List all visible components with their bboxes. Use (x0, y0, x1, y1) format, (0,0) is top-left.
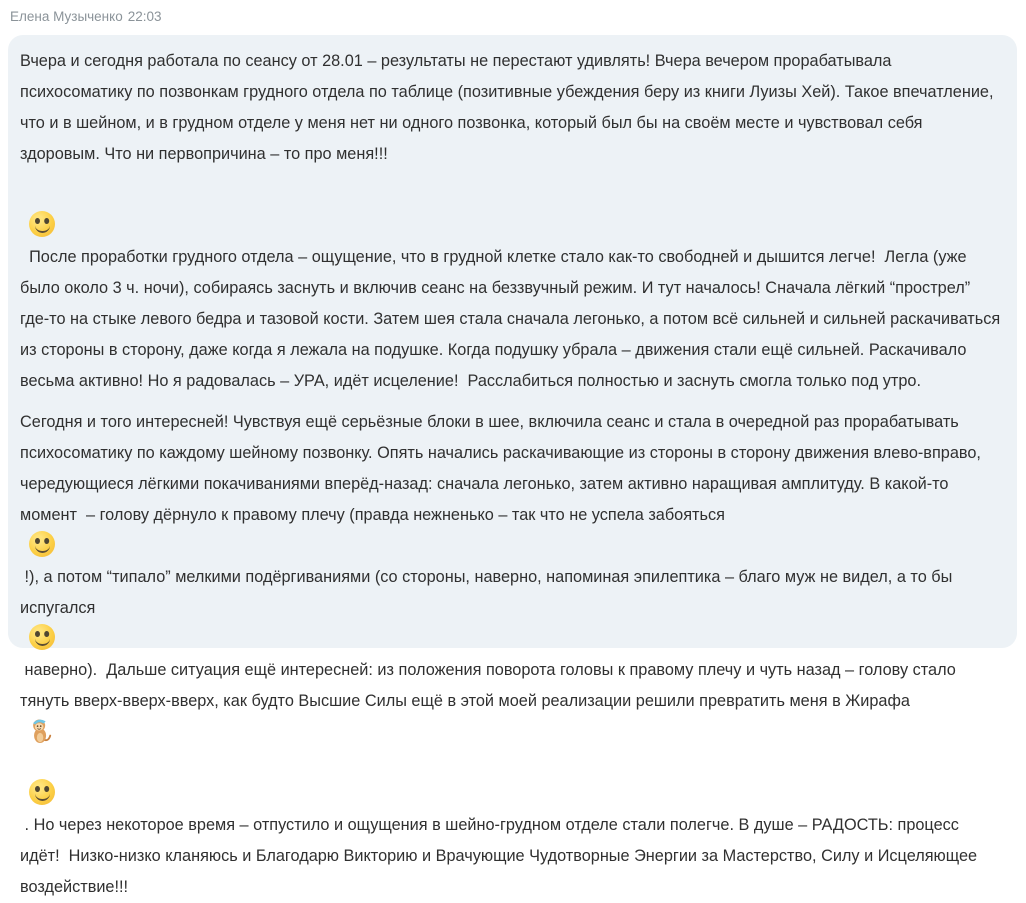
message-paragraph: После проработки грудного отдела – ощущение, что в грудной клетке стало как-то свободней и дышится легче! Легла (уже было около 3 ч. ночи), собираясь заснуть и включив сеанс на беззвучный режим. И тут началось! Сначала лёгкий “прострел” где-то на стыке левого бедра и тазовой кости. Затем шея стала сначала легонько, а потом всё сильней и сильней раскачиваться из стороны в сторону, даже когда я лежала на подушке. Когда подушку убрала – движения стали ещё сильней. Раскачивало весьма активно! Но я радовалась – УРА, идёт исцеление! Расслабиться полностью и заснуть смогла только под утро. (20, 180, 1003, 397)
slight-smile-emoji (29, 779, 55, 805)
monkey-emoji (29, 717, 53, 745)
message-paragraph: Вчера и сегодня работала по сеансу от 28.01 – результаты не перестают удивлять! Вчера вечером прорабатывала психосоматику по позвонкам грудного отдела по таблице (позитивные убеждения беру из книги Луизы Хей). Такое впечатление, что и в шейном, и в грудном отделе у меня нет ни одного позвонка, который был бы на своём месте и чувствовал себя здоровым. Что ни первопричина – то про меня!!! (20, 52, 999, 163)
message-text (20, 46, 1003, 903)
slight-smile-emoji (29, 624, 55, 650)
message-paragraph: Сегодня и того интересней! Чувствуя ещё серьёзные блоки в шее, включила сеанс и стала в очередной раз прорабатывать психосоматику по каждому шейному позвонку. Опять начались раскачивающие из стороны в сторону движения влево-вправо, чередующиеся лёгкими покачиваниями вперёд-назад: сначала легонько, затем активно наращивая амплитуду. В какой-то момент – голову дёрнуло к правому плечу (правда нежненько – так что не успела забояться !), а потом “типало” мелкими подёргиваниями (со стороны, наверно, напоминая эпилептика – благо муж не видел, а то бы испугался наверно). Дальше ситуация ещё интересней: из положения поворота головы к правому плечу и чуть назад – голову стало тянуть вверх-вверх-вверх, как будто Высшие Силы ещё в этой моей реализации решили превратить меня в Жирафа . Но через некоторое время – отпустило и ощущения в шейно-грудном отделе стали полегче. В душе – РАДОСТЬ: процесс идёт! Низко-низко кланяюсь и Благодарю Викторию и Врачующие Чудотворные Энергии за Мастерство, Силу и Исцеляющее воздействие!!! (20, 413, 986, 896)
message-header (10, 9, 162, 24)
slight-smile-emoji (29, 211, 55, 237)
author-name[interactable]: Елена Музыченко (10, 9, 123, 24)
slight-smile-emoji (29, 531, 55, 557)
message-time: 22:03 (127, 9, 162, 24)
message-bubble[interactable] (8, 35, 1017, 896)
